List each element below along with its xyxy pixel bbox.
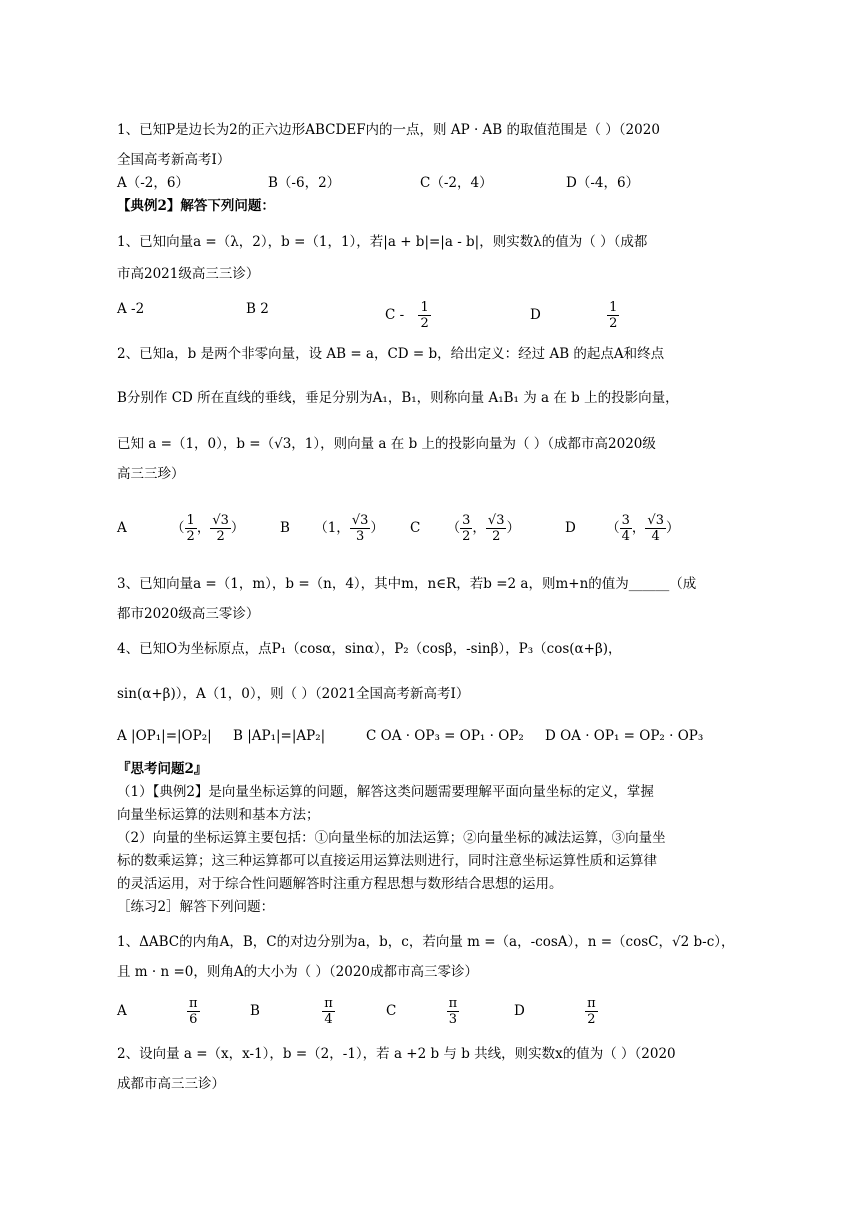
- q1-line1: 1、已知P是边长为2的正六边形ABCDEF内的一点，则 AP · AB 的取值范围是（ ）（2020: [117, 122, 660, 138]
- think-line-1: （1）【典例2】是向量坐标运算的问题，解答这类问题需要理解平面向量坐标的定义，掌握: [117, 784, 654, 800]
- fraction-denominator: 2: [609, 316, 618, 331]
- e2-line2: B分别作 CD 所在直线的垂线，垂足分别为A₁，B₁，则称向量 A₁B₁ 为 a 在 b 上的投影向量，: [117, 390, 679, 406]
- fraction-numerator: 1: [609, 300, 618, 315]
- fraction-denominator: 4: [324, 1012, 333, 1027]
- fraction-numerator: π: [324, 996, 333, 1011]
- e2-option-a: A （ $\frac{1}{2}$ ， $\frac{√3}{2}$ ）: [117, 513, 245, 544]
- p1-option-d-label: D: [514, 1003, 525, 1019]
- p1-line1: 1、ΔABC的内角A，B，C的对边分别为a，b，c，若向量 m =（a，-cosA），n =（cosC，√2 b-c），: [117, 934, 735, 950]
- p1-option-b-fraction: [322, 996, 335, 1027]
- e4-option-b: B |AP₁|=|AP₂|: [233, 728, 326, 744]
- e1-option-d-label: D: [530, 307, 541, 323]
- e1-line2: 市高2021级高三三诊）: [117, 266, 260, 282]
- p1-option-a-fraction: [187, 996, 200, 1027]
- e2-option-d: D （ $\frac{3}{4}$ ， $\frac{√3}{4}$ ）: [565, 513, 680, 544]
- q1-option-c: C（-2，4）: [420, 175, 493, 191]
- q1-option-a: A（-2，6）: [117, 175, 189, 191]
- e2-line4: 高三三珍）: [117, 466, 185, 482]
- fraction-numerator: π: [189, 996, 198, 1011]
- fraction-numerator: 1: [420, 300, 429, 315]
- p1-option-c: [386, 996, 459, 1027]
- e1-option-c: [385, 300, 431, 331]
- e1-option-d: [530, 300, 619, 331]
- e2-option-d-label: D: [565, 520, 576, 536]
- e2-option-c-label: C: [410, 520, 421, 536]
- p2-line2: 成都市高三三诊）: [117, 1076, 225, 1092]
- e2-line1: 2、已知a，b 是两个非零向量，设 AB = a，CD = b，给出定义：经过 AB 的起点A和终点: [117, 346, 665, 362]
- fraction-denominator: 2: [587, 1012, 596, 1027]
- p1-option-d: [514, 996, 598, 1027]
- think-title: 『思考问题2』: [117, 761, 208, 777]
- fraction-denominator: 2: [420, 316, 429, 331]
- think-line-5: 的灵活运用，对于综合性问题解答时注重方程思想与数形结合思想的运用。: [117, 876, 563, 892]
- e2-line3: 已知 a =（1，0），b =（√3，1），则向量 a 在 b 上的投影向量为（ ）（成都市高2020级: [117, 436, 656, 452]
- fraction-numerator: π: [448, 996, 458, 1011]
- fraction-denominator: 6: [189, 1012, 198, 1027]
- e1-option-a: A -2: [117, 301, 145, 317]
- p1-option-b-label: B: [250, 1003, 260, 1019]
- p1-option-a-label: A: [117, 1003, 127, 1019]
- e4-option-a: A |OP₁|=|OP₂|: [117, 728, 212, 744]
- e3-line1: 3、已知向量a =（1，m），b =（n，4），其中m，n∈R，若b =2 a，则m+n的值为______（成: [117, 576, 697, 592]
- q1-option-d: D（-4，6）: [566, 175, 640, 191]
- p1-option-c-label: C: [386, 1003, 397, 1019]
- e2-option-a-label: A: [117, 520, 127, 536]
- e2-option-b: B （1， $\frac{√3}{3}$ ）: [280, 513, 384, 544]
- fraction-numerator: π: [587, 996, 596, 1011]
- e2-option-b-label: B: [280, 520, 290, 536]
- e4-line1: 4、已知O为坐标原点，点P₁（cosα，sinα），P₂（cosβ，-sinβ），P₃（cos(α+β)，: [117, 641, 622, 657]
- p1-option-a: [117, 996, 200, 1027]
- e4-option-d: D OA · OP₁ = OP₂ · OP₃: [545, 728, 704, 744]
- think-line-2: 向量坐标运算的法则和基本方法；: [117, 807, 320, 823]
- e1-option-b: B 2: [246, 301, 269, 317]
- e1-line1: 1、已知向量a =（λ，2），b =（1，1），若|a + b|=|a - b|，则实数λ的值为（ ）（成都: [117, 234, 648, 250]
- e4-line2: sin(α+β)），A（1，0），则（ ）（2021全国高考新高考I）: [117, 686, 470, 702]
- q1-line2: 全国高考新高考I）: [117, 152, 231, 168]
- e2-option-c: C （ $\frac{3}{2}$ ， $\frac{√3}{2}$ ）: [410, 513, 520, 544]
- e4-option-c: C OA · OP₃ = OP₁ · OP₂: [366, 728, 524, 744]
- q1-option-b: B（-6，2）: [268, 175, 341, 191]
- p1-option-b: [250, 996, 335, 1027]
- think-line-3: （2）向量的坐标运算主要包括：①向量坐标的加法运算；②向量坐标的减法运算，③向量坐: [117, 830, 666, 846]
- think-line-4: 标的数乘运算；这三种运算都可以直接运用运算法则进行，同时注意坐标运算性质和运算律: [117, 853, 657, 869]
- fraction-denominator: 3: [448, 1012, 458, 1027]
- p1-option-c-fraction: [447, 996, 460, 1027]
- e3-line2: 都市2020级高三零诊）: [117, 606, 260, 622]
- practice-title: ［练习2］解答下列问题：: [117, 899, 275, 915]
- e1-option-d-fraction: [607, 300, 619, 331]
- p1-line2: 且 m · n =0，则角A的大小为（ ）（2020成都市高三零诊）: [117, 964, 478, 980]
- e1-option-c-label: C -: [385, 307, 405, 323]
- example2-title: 【典例2】解答下列问题：: [117, 198, 275, 214]
- e1-option-c-fraction: [418, 300, 430, 331]
- p1-option-d-fraction: [585, 996, 598, 1027]
- p2-line1: 2、设向量 a =（x，x-1），b =（2，-1），若 a +2 b 与 b 共线，则实数x的值为（ ）（2020: [117, 1046, 676, 1062]
